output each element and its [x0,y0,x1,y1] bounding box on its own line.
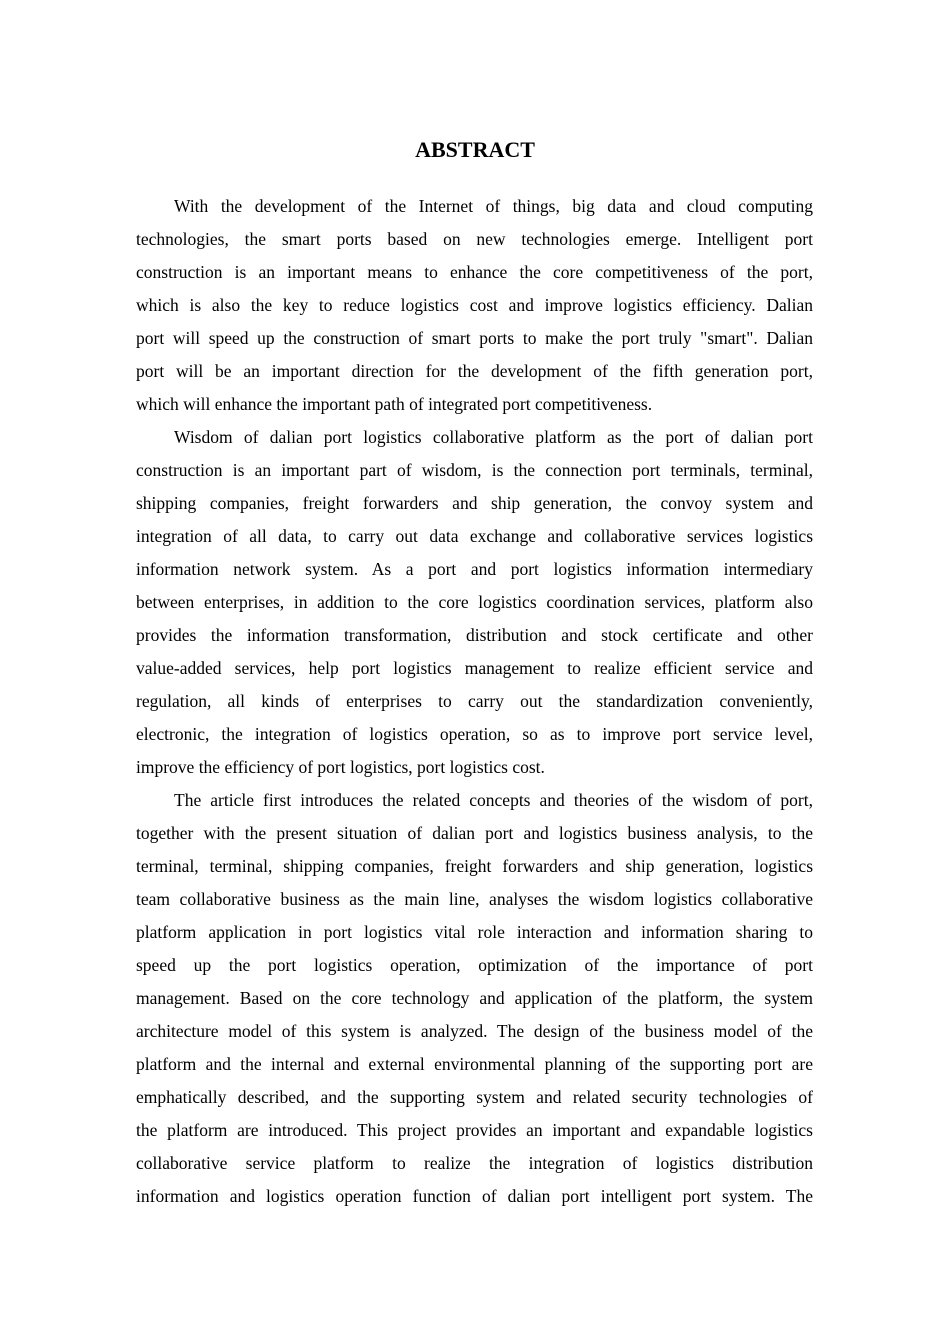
text-line: information network system. As a port and port logistics information intermediary [136,559,813,579]
abstract-paragraph [136,421,813,784]
text-line: provides the information transformation, distribution and stock certificate and other [136,625,813,645]
text-line: With the development of the Internet of things, big data and cloud computing [174,196,813,216]
text-line: electronic, the integration of logistics operation, so as to improve port service level, [136,724,813,744]
text-line: port will be an important direction for the development of the fifth generation port, [136,361,813,381]
text-line: Wisdom of dalian port logistics collaborative platform as the port of dalian port [174,427,813,447]
text-line: construction is an important means to enhance the core competitiveness of the port, [136,262,813,282]
text-line: terminal, terminal, shipping companies, freight forwarders and ship generation, logistics [136,856,813,876]
text-line: management. Based on the core technology and application of the platform, the system [136,988,813,1008]
abstract-paragraph [136,190,813,421]
text-line: platform application in port logistics vital role interaction and information sharing to [136,922,813,942]
text-line: value-added services, help port logistics management to realize efficient service and [136,658,813,678]
abstract-body [136,190,813,1213]
text-line: The article first introduces the related concepts and theories of the wisdom of port, [174,790,813,810]
page-title: ABSTRACT [415,137,535,162]
text-line: team collaborative business as the main line, analyses the wisdom logistics collaborative [136,889,813,909]
text-line: which will enhance the important path of integrated port competitiveness. [136,394,653,414]
text-line: the platform are introduced. This project provides an important and expandable logistics [136,1120,813,1140]
text-line: collaborative service platform to realize the integration of logistics distribution [136,1153,813,1173]
text-line: shipping companies, freight forwarders and ship generation, the convoy system and [136,493,813,513]
text-line: architecture model of this system is analyzed. The design of the business model of the [136,1021,813,1041]
text-line: improve the efficiency of port logistics, port logistics cost. [136,757,545,777]
text-line: emphatically described, and the supporting system and related security technologies of [136,1087,813,1107]
text-line: speed up the port logistics operation, optimization of the importance of port [136,955,813,975]
text-line: between enterprises, in addition to the core logistics coordination services, platform also [136,592,813,612]
text-line: platform and the internal and external environmental planning of the supporting port are [136,1054,813,1074]
text-line: construction is an important part of wisdom, is the connection port terminals, terminal, [136,460,813,480]
text-line: information and logistics operation function of dalian port intelligent port system. The [136,1186,813,1206]
text-line: port will speed up the construction of smart ports to make the port truly "smart". Dalian [136,328,813,348]
text-line: technologies, the smart ports based on new technologies emerge. Intelligent port [136,229,813,249]
abstract-paragraph [136,784,813,1213]
text-line: regulation, all kinds of enterprises to carry out the standardization conveniently, [136,691,813,711]
text-line: together with the present situation of dalian port and logistics business analysis, to the [136,823,813,843]
text-line: integration of all data, to carry out data exchange and collaborative services logistics [136,526,813,546]
text-line: which is also the key to reduce logistics cost and improve logistics efficiency. Dalian [136,295,813,315]
